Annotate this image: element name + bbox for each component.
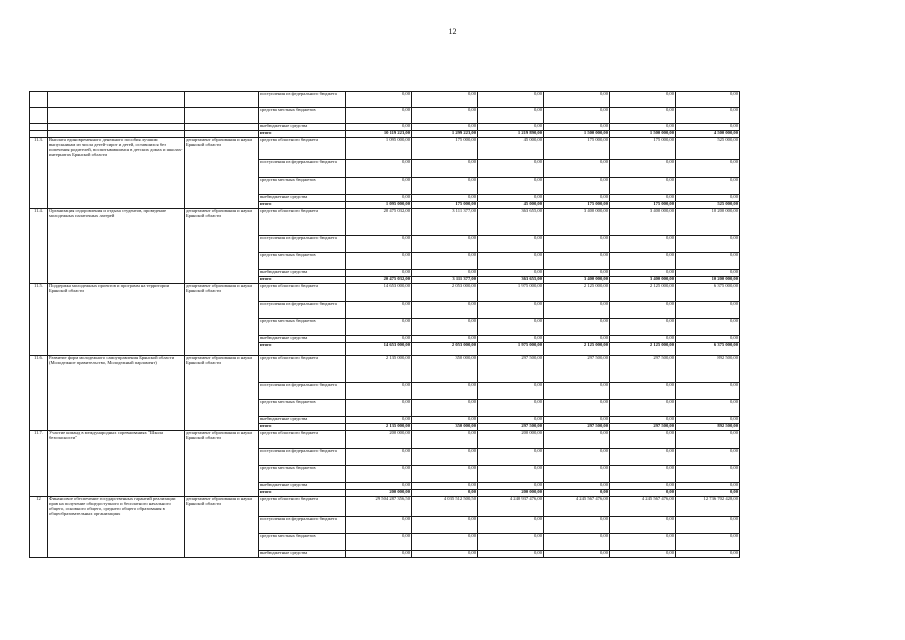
responsible-cell: департамент образования и науки Брянской области — [185, 431, 259, 497]
amount-cell: 0,00 — [610, 92, 676, 108]
amount-cell: 20 475 032,00 — [346, 209, 412, 236]
item-number-cell: 11.3. — [30, 138, 48, 209]
table-row — [30, 356, 740, 383]
funding-source-cell: итого — [259, 202, 346, 209]
amount-cell: 45 000,00 — [478, 202, 544, 209]
amount-cell: 0,00 — [346, 108, 412, 124]
amount-cell: 0,00 — [610, 490, 676, 497]
amount-cell: 297 500,00 — [544, 424, 610, 431]
funding-source-cell: средства областного бюджета — [259, 284, 346, 302]
amount-cell: 0,00 — [544, 449, 610, 466]
amount-cell: 297 500,00 — [610, 356, 676, 383]
amount-cell: 3 111 377,00 — [412, 277, 478, 284]
amount-cell: 0,00 — [610, 236, 676, 253]
amount-cell: 12 736 702 428,00 — [676, 497, 740, 517]
amount-cell: 200 000,00 — [478, 431, 544, 449]
amount-cell: 2 135 000,00 — [346, 356, 412, 383]
responsible-cell: департамент образования и науки Брянской области — [185, 356, 259, 431]
amount-cell: 0,00 — [346, 92, 412, 108]
amount-cell: 0,00 — [346, 124, 412, 131]
funding-source-cell: поступления из федерального бюджета — [259, 383, 346, 400]
amount-cell: 0,00 — [610, 124, 676, 131]
amount-cell: 0,00 — [478, 92, 544, 108]
amount-cell: 10 200 000,00 — [676, 209, 740, 236]
amount-cell: 0,00 — [676, 124, 740, 131]
amount-cell: 297 500,00 — [544, 356, 610, 383]
amount-cell: 0,00 — [544, 417, 610, 424]
amount-cell: 0,00 — [544, 236, 610, 253]
amount-cell: 297 500,00 — [478, 356, 544, 383]
amount-cell: 0,00 — [610, 195, 676, 202]
funding-source-cell: поступления из федерального бюджета — [259, 517, 346, 534]
amount-cell: 1 500 000,00 — [544, 131, 610, 138]
table-row — [30, 108, 740, 124]
funding-source-cell: поступления из федерального бюджета — [259, 236, 346, 253]
item-number-cell: 11.5. — [30, 284, 48, 356]
amount-cell: 350 000,00 — [412, 356, 478, 383]
amount-cell: 0,00 — [412, 160, 478, 178]
amount-cell: 363 655,00 — [478, 277, 544, 284]
amount-cell: 2 053 000,00 — [412, 284, 478, 302]
amount-cell: 0,00 — [412, 195, 478, 202]
amount-cell: 0,00 — [610, 178, 676, 195]
table-row — [30, 497, 740, 517]
item-number-cell: 12 — [30, 497, 48, 558]
amount-cell: 0,00 — [610, 483, 676, 490]
funding-source-cell: средства местных бюджетов — [259, 178, 346, 195]
amount-cell: 892 500,00 — [676, 356, 740, 383]
amount-cell: 0,00 — [412, 517, 478, 534]
amount-cell: 0,00 — [610, 253, 676, 270]
amount-cell: 0,00 — [478, 534, 544, 551]
amount-cell: 0,00 — [346, 253, 412, 270]
amount-cell: 0,00 — [346, 178, 412, 195]
funding-source-cell: поступления из федерального бюджета — [259, 92, 346, 108]
amount-cell: 0,00 — [478, 195, 544, 202]
item-number-cell: 11.7. — [30, 431, 48, 497]
amount-cell: 10 200 000,00 — [676, 277, 740, 284]
amount-cell: 0,00 — [610, 466, 676, 483]
responsible-cell — [185, 108, 259, 124]
amount-cell: 0,00 — [676, 490, 740, 497]
amount-cell: 0,00 — [676, 253, 740, 270]
funding-source-cell: итого — [259, 343, 346, 356]
item-number-cell: 11.6. — [30, 356, 48, 431]
amount-cell: 0,00 — [346, 551, 412, 558]
amount-cell: 0,00 — [610, 160, 676, 178]
item-number-cell: 11.4. — [30, 209, 48, 284]
item-name-cell: Организация оздоровления и отдыха студентов, проведение молодежных палаточных лагерей — [48, 209, 185, 284]
amount-cell: 0,00 — [676, 302, 740, 319]
amount-cell: 2 125 000,00 — [610, 284, 676, 302]
item-name-cell — [48, 108, 185, 124]
amount-cell: 363 655,00 — [478, 209, 544, 236]
funding-source-cell: внебюджетные средства — [259, 195, 346, 202]
responsible-cell: департамент образования и науки Брянской области — [185, 284, 259, 356]
amount-cell: 0,00 — [544, 124, 610, 131]
amount-cell: 0,00 — [412, 490, 478, 497]
amount-cell: 200 000,00 — [346, 431, 412, 449]
amount-cell: 0,00 — [478, 108, 544, 124]
amount-cell: 0,00 — [346, 383, 412, 400]
amount-cell: 0,00 — [346, 517, 412, 534]
amount-cell: 0,00 — [676, 178, 740, 195]
amount-cell: 1 975 000,00 — [478, 343, 544, 356]
funding-source-cell: итого — [259, 277, 346, 284]
amount-cell: 175 000,00 — [544, 138, 610, 160]
funding-source-cell: средства областного бюджета — [259, 356, 346, 383]
responsible-cell: департамент образования и науки Брянской области — [185, 497, 259, 558]
amount-cell: 0,00 — [346, 336, 412, 343]
amount-cell: 0,00 — [346, 534, 412, 551]
amount-cell: 4 240 937 476,00 — [478, 497, 544, 517]
amount-cell: 0,00 — [610, 319, 676, 336]
funding-source-cell: поступления из федерального бюджета — [259, 449, 346, 466]
amount-cell: 0,00 — [676, 534, 740, 551]
amount-cell: 0,00 — [544, 483, 610, 490]
amount-cell: 0,00 — [412, 431, 478, 449]
item-name-cell: Участие команд в международных соревнованиях "Школа безопасности" — [48, 431, 185, 497]
amount-cell: 1 095 000,00 — [346, 202, 412, 209]
amount-cell: 0,00 — [478, 417, 544, 424]
amount-cell: 0,00 — [610, 551, 676, 558]
responsible-cell — [185, 124, 259, 131]
amount-cell: 10 119 223,00 — [346, 131, 412, 138]
amount-cell: 0,00 — [610, 400, 676, 417]
amount-cell: 6 375 000,00 — [676, 284, 740, 302]
amount-cell: 0,00 — [412, 302, 478, 319]
amount-cell: 0,00 — [676, 466, 740, 483]
item-name-cell: Поддержка молодежных проектов и программ на территории Брянской области — [48, 284, 185, 356]
amount-cell: 2 125 000,00 — [544, 343, 610, 356]
amount-cell: 0,00 — [676, 319, 740, 336]
funding-source-cell: средства областного бюджета — [259, 138, 346, 160]
amount-cell: 0,00 — [478, 178, 544, 195]
funding-source-cell: внебюджетные средства — [259, 124, 346, 131]
funding-source-cell: средства местных бюджетов — [259, 319, 346, 336]
amount-cell: 0,00 — [478, 483, 544, 490]
amount-cell: 3 400 000,00 — [544, 209, 610, 236]
item-number-cell — [30, 108, 48, 124]
amount-cell: 0,00 — [478, 302, 544, 319]
amount-cell: 0,00 — [412, 236, 478, 253]
amount-cell: 6 375 000,00 — [676, 343, 740, 356]
funding-source-cell: внебюджетные средства — [259, 270, 346, 277]
item-name-cell — [48, 131, 185, 138]
amount-cell: 1 299 223,00 — [412, 131, 478, 138]
budget-table-body — [30, 92, 740, 558]
amount-cell: 0,00 — [412, 449, 478, 466]
funding-source-cell: итого — [259, 424, 346, 431]
table-row — [30, 92, 740, 108]
item-name-cell: Финансовое обеспечение государственных гарантий реализации прав на получение общедоступного и бесплатного начального общего, основного общего, среднего общего образования в общеобразовательных организациях — [48, 497, 185, 558]
budget-table — [29, 91, 740, 558]
item-name-cell: Развитие форм молодежного самоуправления Брянской области (Молодежное правительство, Молодежный парламент) — [48, 356, 185, 431]
amount-cell: 0,00 — [346, 236, 412, 253]
funding-source-cell: итого — [259, 490, 346, 497]
funding-source-cell: средства местных бюджетов — [259, 466, 346, 483]
amount-cell: 14 653 000,00 — [346, 284, 412, 302]
table-row — [30, 209, 740, 236]
amount-cell: 0,00 — [478, 253, 544, 270]
amount-cell: 0,00 — [544, 92, 610, 108]
amount-cell: 4 035 512 500,50 — [412, 497, 478, 517]
amount-cell: 175 000,00 — [610, 138, 676, 160]
amount-cell: 0,00 — [544, 517, 610, 534]
amount-cell: 0,00 — [412, 534, 478, 551]
amount-cell: 0,00 — [478, 466, 544, 483]
amount-cell: 0,00 — [676, 270, 740, 277]
funding-source-cell: внебюджетные средства — [259, 483, 346, 490]
amount-cell: 0,00 — [346, 417, 412, 424]
amount-cell: 0,00 — [346, 400, 412, 417]
amount-cell: 0,00 — [610, 534, 676, 551]
funding-source-cell: средства местных бюджетов — [259, 400, 346, 417]
table-row — [30, 284, 740, 302]
amount-cell: 0,00 — [478, 400, 544, 417]
amount-cell: 0,00 — [346, 160, 412, 178]
amount-cell: 0,00 — [412, 466, 478, 483]
amount-cell: 0,00 — [346, 195, 412, 202]
item-number-cell — [30, 124, 48, 131]
amount-cell: 0,00 — [676, 417, 740, 424]
funding-source-cell: внебюджетные средства — [259, 551, 346, 558]
amount-cell: 3 400 000,00 — [610, 209, 676, 236]
amount-cell: 0,00 — [544, 466, 610, 483]
funding-source-cell: поступления из федерального бюджета — [259, 302, 346, 319]
amount-cell: 0,00 — [610, 302, 676, 319]
amount-cell: 29 504 287 356,50 — [346, 497, 412, 517]
amount-cell: 0,00 — [412, 336, 478, 343]
amount-cell: 0,00 — [676, 236, 740, 253]
amount-cell: 0,00 — [478, 319, 544, 336]
amount-cell: 0,00 — [676, 160, 740, 178]
amount-cell: 0,00 — [610, 108, 676, 124]
amount-cell: 3 400 000,00 — [544, 277, 610, 284]
amount-cell: 350 000,00 — [412, 424, 478, 431]
amount-cell: 0,00 — [676, 92, 740, 108]
amount-cell: 45 000,00 — [478, 138, 544, 160]
amount-cell: 3 400 000,00 — [610, 277, 676, 284]
funding-source-cell: внебюджетные средства — [259, 417, 346, 424]
amount-cell: 0,00 — [346, 319, 412, 336]
amount-cell: 0,00 — [478, 449, 544, 466]
amount-cell: 0,00 — [610, 417, 676, 424]
amount-cell: 0,00 — [544, 160, 610, 178]
amount-cell: 0,00 — [412, 124, 478, 131]
funding-source-cell: внебюджетные средства — [259, 336, 346, 343]
item-number-cell — [30, 131, 48, 138]
amount-cell: 0,00 — [478, 124, 544, 131]
amount-cell: 0,00 — [544, 383, 610, 400]
amount-cell: 0,00 — [412, 400, 478, 417]
amount-cell: 0,00 — [676, 336, 740, 343]
amount-cell: 2 125 000,00 — [544, 284, 610, 302]
amount-cell: 1 219 890,00 — [478, 131, 544, 138]
table-row — [30, 124, 740, 131]
funding-source-cell: средства областного бюджета — [259, 497, 346, 517]
amount-cell: 0,00 — [544, 490, 610, 497]
responsible-cell — [185, 92, 259, 108]
amount-cell: 0,00 — [412, 253, 478, 270]
amount-cell: 0,00 — [544, 270, 610, 277]
amount-cell: 0,00 — [610, 383, 676, 400]
amount-cell: 0,00 — [412, 319, 478, 336]
amount-cell: 0,00 — [478, 160, 544, 178]
amount-cell: 0,00 — [610, 336, 676, 343]
amount-cell: 0,00 — [676, 400, 740, 417]
responsible-cell: департамент образования и науки Брянской области — [185, 209, 259, 284]
amount-cell: 0,00 — [544, 336, 610, 343]
amount-cell: 0,00 — [544, 400, 610, 417]
amount-cell: 3 111 377,00 — [412, 209, 478, 236]
amount-cell: 525 000,00 — [676, 202, 740, 209]
amount-cell: 892 500,00 — [676, 424, 740, 431]
responsible-cell — [185, 131, 259, 138]
amount-cell: 0,00 — [544, 319, 610, 336]
amount-cell: 0,00 — [346, 302, 412, 319]
funding-source-cell: поступления из федерального бюджета — [259, 160, 346, 178]
amount-cell: 0,00 — [544, 431, 610, 449]
amount-cell: 0,00 — [544, 195, 610, 202]
amount-cell: 297 500,00 — [478, 424, 544, 431]
amount-cell: 0,00 — [610, 517, 676, 534]
funding-source-cell: итого — [259, 131, 346, 138]
amount-cell: 2 135 000,00 — [346, 424, 412, 431]
amount-cell: 297 500,00 — [610, 424, 676, 431]
amount-cell: 0,00 — [478, 236, 544, 253]
funding-source-cell: средства областного бюджета — [259, 209, 346, 236]
amount-cell: 1 975 000,00 — [478, 284, 544, 302]
amount-cell: 2 125 000,00 — [610, 343, 676, 356]
amount-cell: 0,00 — [346, 483, 412, 490]
amount-cell: 0,00 — [676, 483, 740, 490]
amount-cell: 0,00 — [412, 270, 478, 277]
amount-cell: 0,00 — [478, 336, 544, 343]
item-name-cell — [48, 124, 185, 131]
amount-cell: 4 245 567 476,00 — [544, 497, 610, 517]
amount-cell: 0,00 — [676, 551, 740, 558]
amount-cell: 0,00 — [478, 517, 544, 534]
funding-source-cell: средства местных бюджетов — [259, 534, 346, 551]
amount-cell: 175 000,00 — [610, 202, 676, 209]
amount-cell: 4 500 000,00 — [676, 131, 740, 138]
amount-cell: 0,00 — [676, 195, 740, 202]
amount-cell: 2 053 000,00 — [412, 343, 478, 356]
amount-cell: 0,00 — [610, 449, 676, 466]
amount-cell: 200 000,00 — [478, 490, 544, 497]
amount-cell: 1 095 000,00 — [346, 138, 412, 160]
amount-cell: 0,00 — [346, 466, 412, 483]
amount-cell: 175 000,00 — [412, 202, 478, 209]
amount-cell: 0,00 — [676, 449, 740, 466]
table-row — [30, 431, 740, 449]
amount-cell: 0,00 — [346, 270, 412, 277]
funding-source-cell: средства областного бюджета — [259, 431, 346, 449]
amount-cell: 0,00 — [544, 551, 610, 558]
funding-source-cell: средства местных бюджетов — [259, 108, 346, 124]
amount-cell: 0,00 — [412, 483, 478, 490]
amount-cell: 175 000,00 — [544, 202, 610, 209]
amount-cell: 0,00 — [610, 431, 676, 449]
item-number-cell — [30, 92, 48, 108]
amount-cell: 0,00 — [346, 449, 412, 466]
amount-cell: 0,00 — [478, 551, 544, 558]
amount-cell: 4 245 567 476,00 — [610, 497, 676, 517]
amount-cell: 0,00 — [412, 178, 478, 195]
item-name-cell — [48, 92, 185, 108]
responsible-cell: департамент образования и науки Брянской области — [185, 138, 259, 209]
page-number: 12 — [448, 27, 457, 36]
amount-cell: 175 000,00 — [412, 138, 478, 160]
amount-cell: 0,00 — [544, 302, 610, 319]
amount-cell: 0,00 — [478, 383, 544, 400]
amount-cell: 0,00 — [676, 383, 740, 400]
amount-cell: 0,00 — [478, 270, 544, 277]
amount-cell: 0,00 — [544, 178, 610, 195]
amount-cell: 14 653 000,00 — [346, 343, 412, 356]
amount-cell: 0,00 — [412, 551, 478, 558]
amount-cell: 0,00 — [610, 270, 676, 277]
amount-cell: 0,00 — [676, 431, 740, 449]
amount-cell: 0,00 — [412, 92, 478, 108]
amount-cell: 0,00 — [544, 108, 610, 124]
amount-cell: 20 475 032,00 — [346, 277, 412, 284]
amount-cell: 0,00 — [412, 108, 478, 124]
amount-cell: 0,00 — [676, 517, 740, 534]
amount-cell: 200 000,00 — [346, 490, 412, 497]
amount-cell: 1 500 000,00 — [610, 131, 676, 138]
funding-source-cell: средства местных бюджетов — [259, 253, 346, 270]
amount-cell: 0,00 — [412, 417, 478, 424]
amount-cell: 0,00 — [412, 383, 478, 400]
amount-cell: 525 000,00 — [676, 138, 740, 160]
item-name-cell: Выплата единовременного денежного пособия лучшим выпускникам из числа детей-сирот и детей, оставшихся без попечения родителей, воспитывавшимся в детских домах и школах-интернатах Брянской области — [48, 138, 185, 209]
table-row — [30, 138, 740, 160]
total-row — [30, 131, 740, 138]
amount-cell: 0,00 — [676, 108, 740, 124]
amount-cell: 0,00 — [544, 534, 610, 551]
amount-cell: 0,00 — [544, 253, 610, 270]
